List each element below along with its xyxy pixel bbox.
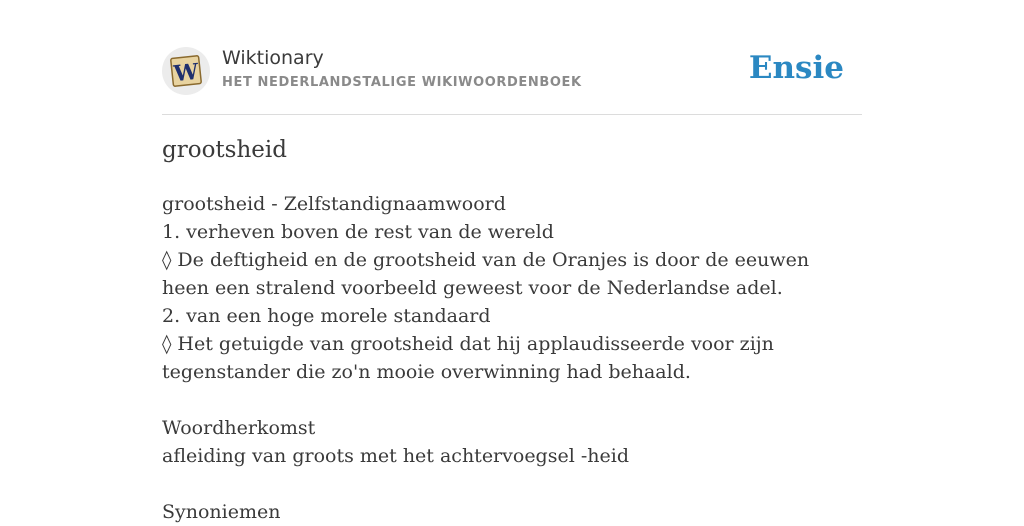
site-name[interactable]: Wiktionary	[222, 47, 324, 69]
site-header	[162, 0, 862, 115]
etymology-text: afleiding van groots met het achtervoegsel -heid	[162, 445, 629, 467]
synonyms-heading: Synoniemen	[162, 501, 281, 523]
page-title: grootsheid	[162, 137, 287, 163]
ensie-brand-link[interactable]: Ensie	[748, 50, 844, 86]
svg-text:W: W	[172, 58, 200, 88]
sense-definition: 1. verheven boven de rest van de wereld	[162, 221, 554, 243]
spacer	[162, 386, 862, 414]
entry-heading: grootsheid - Zelfstandignaamwoord	[162, 193, 506, 215]
page	[162, 0, 862, 523]
spacer	[162, 470, 862, 498]
site-tagline: HET NEDERLANDSTALIGE WIKIWOORDENBOEK	[222, 75, 582, 90]
sense-example: ◊ De deftigheid en de grootsheid van de Oranjes is door de eeuwen heen een stralend voorbeeld geweest voor de Nederlandse adel.	[162, 249, 810, 299]
sense-definition: 2. van een hoge morele standaard	[162, 305, 491, 327]
wiktionary-logo-icon[interactable]	[162, 47, 210, 95]
sense-example: ◊ Het getuigde van grootsheid dat hij applaudisseerde voor zijn tegenstander die zo'n mooie overwinning had behaald.	[162, 333, 774, 383]
entry-content	[162, 190, 862, 526]
etymology-heading: Woordherkomst	[162, 417, 316, 439]
